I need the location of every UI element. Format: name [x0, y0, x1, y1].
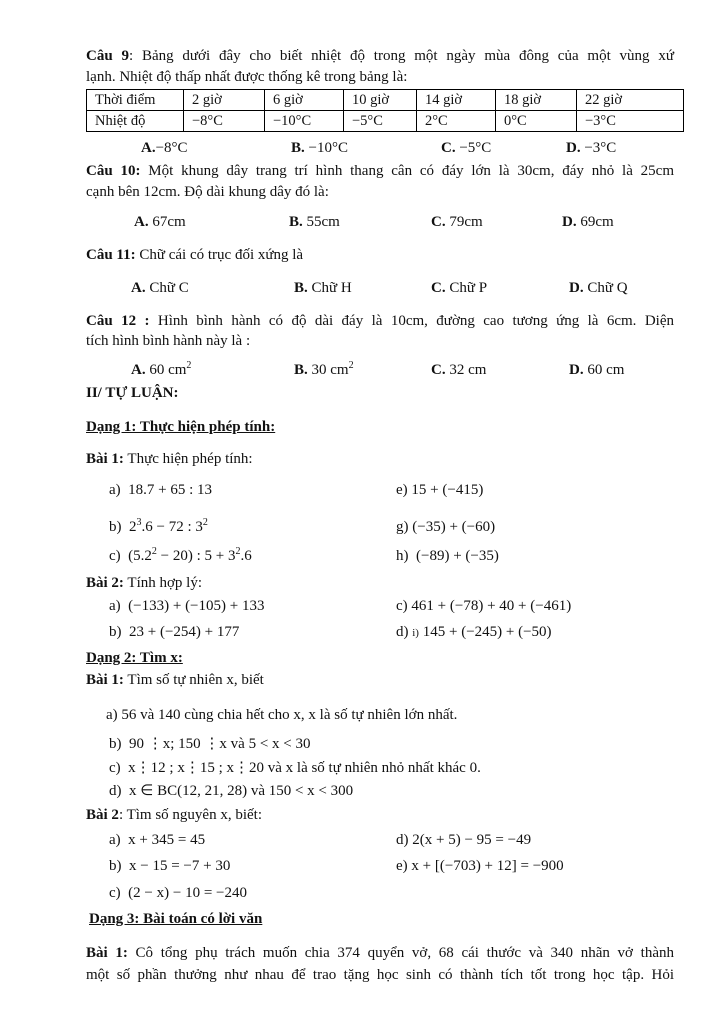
d2-bai2-heading	[86, 806, 262, 824]
q12-option-c	[431, 361, 486, 379]
bai-label: Bài 1:	[86, 945, 128, 961]
q12-option-b	[294, 361, 354, 379]
d2-b1-item-a: a) 56 và 140 cùng chia hết cho x, x là số tự nhiên lớn nhất.	[106, 707, 458, 723]
item-expression: (−89) + (−35)	[416, 548, 499, 564]
q10-text1: Một khung dây trang trí hình thang cân có đáy lớn là 30cm, đáy nhỏ là 25cm	[140, 163, 674, 179]
item-expression: .6	[240, 548, 252, 564]
item-expression: (−35) + (−60)	[412, 519, 496, 535]
item-letter: d)	[109, 783, 122, 799]
d2-b1-item-b	[109, 735, 311, 753]
q9-option-b	[291, 139, 348, 157]
item-letter: b)	[109, 736, 122, 752]
item-expression: − 20) : 5 + 3	[156, 548, 236, 564]
table-cell: 14 giờ	[417, 90, 496, 111]
d1-b1-item-g	[396, 518, 495, 536]
option-letter: D.	[569, 362, 584, 378]
item-expression: 23 + (−254) + 177	[129, 624, 240, 640]
q12-label: Câu 12 :	[86, 313, 150, 329]
bai-label: Bài 2:	[86, 575, 124, 591]
item-letter: d)	[396, 832, 409, 848]
table-cell: 18 giờ	[496, 90, 577, 111]
q11-text1: Chữ cái có trục đối xứng là	[135, 247, 304, 263]
table-cell: 10 giờ	[344, 90, 417, 111]
d2-b2-item-b	[109, 857, 230, 875]
bai-text: Tìm số tự nhiên x, biết	[123, 672, 264, 688]
option-letter: B.	[294, 280, 308, 296]
item-letter: a)	[109, 832, 121, 848]
item-expression: x − 15 = −7 + 30	[129, 858, 231, 874]
option-text: Chữ C	[149, 280, 189, 296]
table-cell: −5°C	[344, 111, 417, 132]
d3-bai1-line2: một số phần thưởng như nhau để trao tặng học sinh có thành tích tốt trong học tập. Hỏi	[86, 967, 674, 983]
item-expression: 461 + (−78) + 40 + (−461)	[411, 598, 572, 614]
option-text: 79cm	[449, 214, 483, 230]
option-letter: D.	[569, 280, 584, 296]
q12-text1: Hình bình hành có độ dài đáy là 10cm, đường cao tương ứng là 6cm. Diện	[149, 313, 674, 329]
temperature-table	[86, 89, 684, 132]
d2-b1-item-d	[109, 782, 353, 800]
option-text: 67cm	[152, 214, 186, 230]
option-text: Chữ P	[449, 280, 488, 296]
item-letter: b)	[109, 624, 122, 640]
item-expression: 2	[129, 519, 137, 535]
bai-label: Bài 1:	[86, 672, 124, 688]
item-letter: b)	[109, 519, 122, 535]
d2-b2-item-a	[109, 831, 205, 849]
q9-line2: lạnh. Nhiệt độ thấp nhất được thống kê trong bảng là:	[86, 69, 408, 85]
table-cell: 6 giờ	[265, 90, 344, 111]
option-text: 55cm	[306, 214, 340, 230]
q10-line1	[86, 162, 674, 180]
item-letter: c)	[396, 598, 408, 614]
item-marker: i)	[412, 627, 419, 639]
option-letter: C.	[431, 214, 446, 230]
d1-bai2-heading	[86, 574, 202, 592]
option-text: Chữ H	[311, 280, 352, 296]
option-text: 60 cm	[587, 362, 625, 378]
d2-b2-item-d	[396, 831, 531, 849]
bai-text: Thực hiện phép tính:	[123, 451, 253, 467]
item-letter: e)	[396, 482, 408, 498]
item-letter: c)	[109, 760, 121, 776]
table-row	[87, 90, 684, 111]
item-letter: c)	[109, 885, 121, 901]
q9-line1	[86, 47, 674, 65]
item-exponent: 2	[202, 517, 208, 528]
item-letter: e)	[396, 858, 408, 874]
option-text: 60 cm	[149, 362, 187, 378]
d2-b2-item-c	[109, 884, 247, 902]
q11-label: Câu 11:	[86, 247, 136, 263]
option-letter: B.	[291, 140, 305, 156]
option-text: 32 cm	[449, 362, 487, 378]
d1-b2-item-b	[109, 623, 239, 641]
q11-line1	[86, 246, 303, 264]
d2-bai1-heading	[86, 671, 264, 689]
table-cell: −3°C	[577, 111, 684, 132]
q9-text1: : Bảng dưới đây cho biết nhiệt độ trong một ngày mùa đông của một vùng xứ	[128, 48, 674, 64]
item-expression: 145 + (−245) + (−50)	[422, 624, 552, 640]
item-exponent: 2	[235, 546, 241, 557]
table-cell: −10°C	[265, 111, 344, 132]
option-letter: A.	[134, 214, 149, 230]
option-letter: D.	[566, 140, 581, 156]
item-letter: a)	[109, 598, 121, 614]
item-expression: (5.2	[128, 548, 152, 564]
option-text: −3°C	[584, 140, 617, 156]
item-letter: g)	[396, 519, 409, 535]
item-expression: 90 ⋮x; 150 ⋮x và 5 < x < 30	[129, 736, 311, 752]
d1-b2-item-d	[396, 623, 552, 642]
item-letter: h)	[396, 548, 409, 564]
item-expression: 18.7 + 65 : 13	[128, 482, 213, 498]
q12-option-d	[569, 361, 624, 379]
q12-option-a	[131, 361, 191, 379]
q9-option-d	[566, 139, 616, 157]
item-expression: 15 + (−415)	[411, 482, 484, 498]
option-letter: B.	[294, 362, 308, 378]
dang2-title: Dạng 2: Tìm x:	[86, 650, 183, 666]
d3-bai1-line1	[86, 944, 674, 962]
item-expression: (2 − x) − 10 = −240	[128, 885, 247, 901]
table-cell: −8°C	[184, 111, 265, 132]
item-letter: d)	[396, 624, 409, 640]
item-expression: x ∈ BC(12, 21, 28) và 150 < x < 300	[129, 783, 354, 799]
option-superscript: 2	[186, 360, 192, 371]
option-text: −10°C	[308, 140, 348, 156]
option-letter: A.	[131, 362, 146, 378]
dang1-title: Dạng 1: Thực hiện phép tính:	[86, 419, 276, 435]
item-expression: x⋮12 ; x⋮15 ; x⋮20 và x là số tự nhiên nhỏ nhất khác 0.	[128, 760, 481, 776]
table-cell: Nhiệt độ	[87, 111, 184, 132]
item-expression: .6 − 72 : 3	[141, 519, 203, 535]
d1-b1-item-a	[109, 481, 212, 499]
q9-option-a	[141, 139, 188, 157]
dang3-title: Dạng 3: Bài toán có lời văn	[89, 911, 263, 927]
q9-label: Câu 9	[86, 48, 129, 64]
q10-option-a	[134, 213, 186, 231]
q12-line1	[86, 312, 674, 330]
option-text: −5°C	[459, 140, 492, 156]
table-cell: 2 giờ	[184, 90, 265, 111]
bai-text: Cô tổng phụ trách muốn chia 374 quyển vở, 68 cái thước và 340 nhãn vở thành	[127, 945, 674, 961]
option-letter: C.	[431, 280, 446, 296]
d2-b2-item-e	[396, 857, 564, 875]
option-letter: D.	[562, 214, 577, 230]
d1-b1-item-e	[396, 481, 483, 499]
option-letter: B.	[289, 214, 303, 230]
item-expression: (−133) + (−105) + 133	[128, 598, 265, 614]
q10-option-d	[562, 213, 614, 231]
q10-option-b	[289, 213, 340, 231]
d1-b1-item-c	[109, 547, 252, 565]
table-row	[87, 111, 684, 132]
option-superscript: 2	[348, 360, 354, 371]
table-cell: 2°C	[417, 111, 496, 132]
item-expression: x + [(−703) + 12] = −900	[411, 858, 564, 874]
d1-b2-item-a	[109, 597, 264, 615]
d2-b1-item-c	[109, 759, 481, 777]
item-exponent: 2	[151, 546, 157, 557]
table-cell: 22 giờ	[577, 90, 684, 111]
item-expression: x + 345 = 45	[128, 832, 206, 848]
bai-label: Bài 1:	[86, 451, 124, 467]
option-text: 69cm	[580, 214, 614, 230]
q9-option-c	[441, 139, 491, 157]
item-exponent: 3	[136, 517, 142, 528]
bai-text: : Tìm số nguyên x, biết:	[118, 807, 262, 823]
option-text: Chữ Q	[587, 280, 628, 296]
q11-option-c	[431, 279, 487, 297]
option-letter: C.	[431, 362, 446, 378]
q10-label: Câu 10:	[86, 163, 141, 179]
q11-option-d	[569, 279, 628, 297]
d1-b1-item-b	[109, 518, 208, 536]
q11-option-b	[294, 279, 352, 297]
d1-b2-item-c	[396, 597, 571, 615]
item-letter: a)	[109, 482, 121, 498]
section-heading: II/ TỰ LUẬN:	[86, 385, 179, 401]
q12-line2: tích hình bình hành này là :	[86, 333, 251, 349]
bai-label: Bài 2	[86, 807, 119, 823]
item-letter: b)	[109, 858, 122, 874]
item-letter: c)	[109, 548, 121, 564]
bai-text: Tính hợp lý:	[123, 575, 202, 591]
q10-option-c	[431, 213, 483, 231]
option-text: −8°C	[155, 140, 188, 156]
d1-bai1-heading	[86, 450, 253, 468]
table-cell: Thời điểm	[87, 90, 184, 111]
option-text: 30 cm	[311, 362, 349, 378]
option-letter: A.	[131, 280, 146, 296]
table-cell: 0°C	[496, 111, 577, 132]
q11-option-a	[131, 279, 189, 297]
option-letter: A.	[141, 140, 156, 156]
option-letter: C.	[441, 140, 456, 156]
q10-line2: cạnh bên 12cm. Độ dài khung dây đó là:	[86, 184, 329, 200]
d1-b1-item-h	[396, 547, 499, 565]
item-expression: 2(x + 5) − 95 = −49	[412, 832, 532, 848]
